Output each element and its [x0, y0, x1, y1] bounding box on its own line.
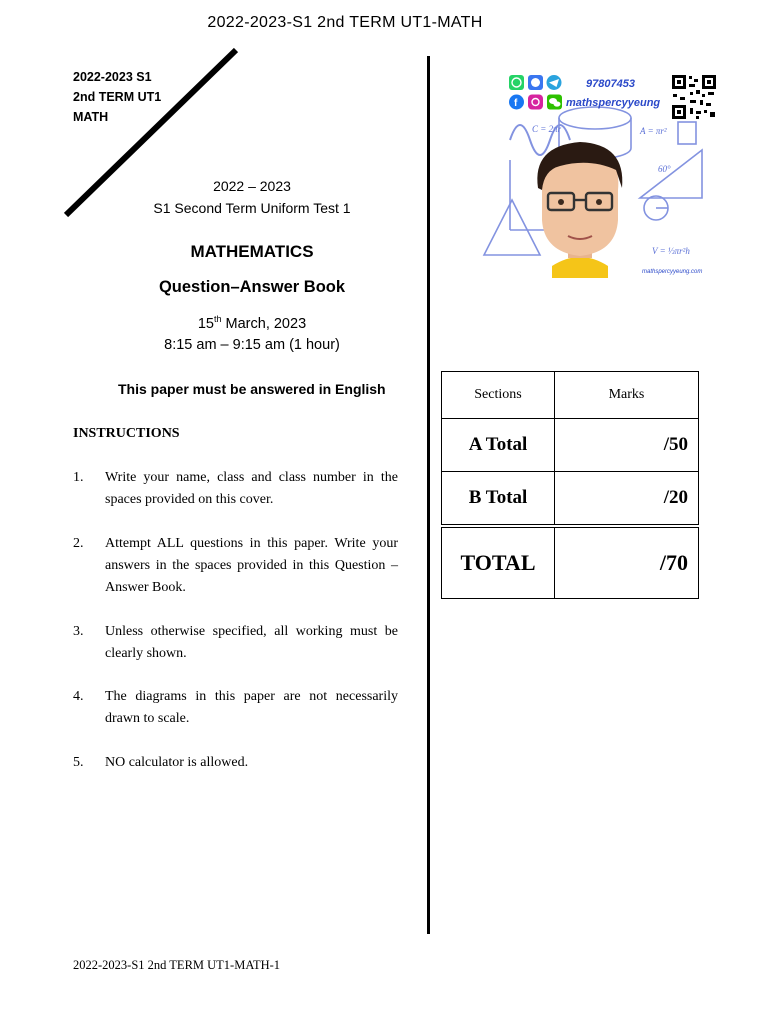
signal-icon: [528, 75, 543, 90]
author-logo: [440, 70, 722, 278]
total-label: TOTAL: [442, 526, 555, 599]
exam-date: [62, 314, 442, 332]
formula-cone: V = ⅓πr²h: [652, 246, 690, 256]
exam-date-suffix: th: [213, 314, 222, 324]
formula-area: A = πr²: [640, 126, 667, 136]
telegram-icon: [547, 75, 562, 90]
instruction-text: NO calculator is allowed.: [105, 755, 249, 770]
instruction-text: Unless otherwise specified, all working must be clearly shown.: [105, 624, 398, 661]
exam-date-rest: March, 2023: [221, 315, 307, 332]
instruction-text: Write your name, class and class number in the spaces provided on this cover.: [105, 470, 398, 507]
row-value: /50: [555, 419, 699, 472]
instruction-item: [73, 686, 398, 730]
exam-date-day: 15: [197, 315, 214, 332]
page-footer: 2022-2023-S1 2nd TERM UT1-MATH-1: [73, 958, 281, 972]
angle-label: 60°: [658, 164, 671, 174]
instruction-item: [73, 621, 398, 665]
vertical-divider: [427, 56, 430, 934]
facebook-icon: [509, 95, 524, 110]
instruction-number: 1.: [73, 470, 84, 485]
marks-table: [441, 371, 699, 599]
instruction-text: Attempt ALL questions in this paper. Write your answers in the spaces provided in this Question – Answer Book.: [105, 536, 398, 595]
test-name: S1 Second Term Uniform Test 1: [153, 200, 351, 216]
instruction-item: [73, 467, 398, 511]
table-row: [442, 419, 699, 472]
table-header-row: [442, 372, 699, 419]
header-sections: Sections: [442, 372, 555, 419]
language-note: This paper must be answered in English: [118, 381, 386, 397]
website-text: mathspercyyeung.com: [642, 269, 703, 275]
page-header-title: 2022-2023-S1 2nd TERM UT1-MATH: [207, 14, 483, 31]
book-type: Question–Answer Book: [158, 278, 346, 296]
diagonal-stroke: [60, 45, 245, 225]
subject-title: MATHEMATICS: [190, 242, 314, 261]
whatsapp-icon: [509, 75, 524, 90]
corner-label-line-2: 2nd TERM UT1: [73, 90, 162, 104]
instruction-number: 2.: [73, 536, 84, 551]
total-row: [442, 526, 699, 599]
instruction-number: 5.: [73, 755, 84, 770]
header-marks: Marks: [555, 372, 699, 419]
instructions-heading: INSTRUCTIONS: [73, 426, 180, 441]
row-label: B Total: [442, 472, 555, 527]
row-label: A Total: [442, 419, 555, 472]
row-value: /20: [555, 472, 699, 527]
table-row: [442, 472, 699, 527]
instruction-text: The diagrams in this paper are not necessarily drawn to scale.: [105, 689, 398, 726]
corner-label-line-1: 2022-2023 S1: [73, 70, 152, 84]
corner-label-line-3: MATH: [73, 110, 109, 124]
svg-text:f: f: [514, 98, 518, 109]
social-handle: mathspercyyeung: [566, 97, 661, 109]
exam-time: 8:15 am – 9:15 am (1 hour): [164, 337, 340, 353]
instagram-icon: [528, 95, 543, 110]
qr-code-icon: [672, 75, 716, 119]
instruction-number: 4.: [73, 689, 84, 704]
avatar: [537, 142, 622, 278]
phone-number: 97807453: [586, 78, 635, 90]
year-range: 2022 – 2023: [213, 178, 291, 194]
wechat-icon: [547, 95, 562, 110]
total-value: /70: [555, 526, 699, 599]
instruction-item: [73, 533, 398, 599]
instruction-number: 3.: [73, 624, 84, 639]
instruction-item: [73, 752, 398, 774]
formula-circle: C = 2πr: [532, 124, 562, 134]
